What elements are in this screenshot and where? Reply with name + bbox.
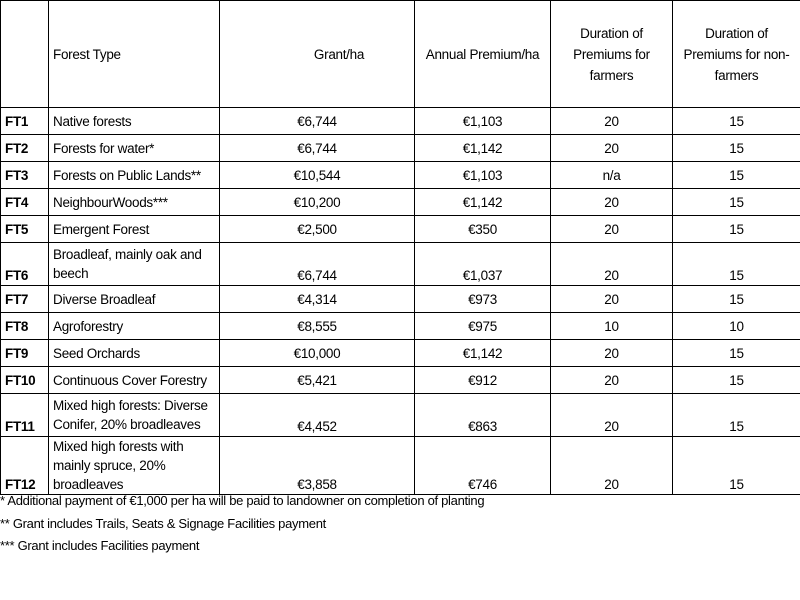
row-code: FT3	[1, 162, 49, 189]
row-premium: €350	[415, 216, 551, 243]
row-premium: €975	[415, 313, 551, 340]
row-grant: €6,744	[220, 135, 415, 162]
row-duration-non-farmers: 15	[673, 216, 800, 243]
row-duration-non-farmers: 15	[673, 162, 800, 189]
row-premium: €863	[415, 394, 551, 437]
row-duration-non-farmers: 15	[673, 340, 800, 367]
row-code: FT1	[1, 108, 49, 135]
row-grant: €4,452	[220, 394, 415, 437]
row-code: FT4	[1, 189, 49, 216]
row-code: FT7	[1, 286, 49, 313]
row-code: FT8	[1, 313, 49, 340]
row-duration-non-farmers: 15	[673, 108, 800, 135]
row-premium: €1,037	[415, 243, 551, 286]
row-forest-type: Continuous Cover Forestry	[49, 367, 220, 394]
row-premium: €973	[415, 286, 551, 313]
row-duration-farmers: 20	[551, 367, 673, 394]
row-duration-farmers: n/a	[551, 162, 673, 189]
table-row	[1, 135, 800, 162]
header-grant: Grant/ha	[220, 1, 415, 108]
table-row	[1, 243, 800, 286]
row-duration-non-farmers: 15	[673, 437, 800, 495]
row-grant: €10,544	[220, 162, 415, 189]
row-forest-type: Seed Orchards	[49, 340, 220, 367]
row-forest-type: Native forests	[49, 108, 220, 135]
row-duration-farmers: 20	[551, 243, 673, 286]
row-forest-type: Mixed high forests with mainly spruce, 20% broadleaves	[49, 437, 220, 495]
row-duration-farmers: 10	[551, 313, 673, 340]
table-header-row	[1, 1, 800, 108]
row-code: FT12	[1, 437, 49, 495]
row-premium: €912	[415, 367, 551, 394]
row-forest-type: Emergent Forest	[49, 216, 220, 243]
row-forest-type: Agroforestry	[49, 313, 220, 340]
row-grant: €6,744	[220, 243, 415, 286]
row-duration-farmers: 20	[551, 437, 673, 495]
table-row	[1, 340, 800, 367]
row-code: FT2	[1, 135, 49, 162]
row-grant: €10,000	[220, 340, 415, 367]
row-premium: €1,103	[415, 162, 551, 189]
row-code: FT6	[1, 243, 49, 286]
row-duration-farmers: 20	[551, 189, 673, 216]
row-code: FT11	[1, 394, 49, 437]
row-duration-farmers: 20	[551, 394, 673, 437]
row-grant: €10,200	[220, 189, 415, 216]
row-premium: €746	[415, 437, 551, 495]
header-annual-premium: Annual Premium/ha	[415, 1, 551, 108]
row-premium: €1,103	[415, 108, 551, 135]
row-forest-type: Broadleaf, mainly oak and beech	[49, 243, 220, 286]
row-duration-non-farmers: 15	[673, 367, 800, 394]
row-premium: €1,142	[415, 135, 551, 162]
row-duration-farmers: 20	[551, 108, 673, 135]
row-duration-non-farmers: 15	[673, 286, 800, 313]
header-duration-non-farmers: Duration of Premiums for non-farmers	[673, 1, 800, 108]
row-code: FT9	[1, 340, 49, 367]
row-grant: €4,314	[220, 286, 415, 313]
row-premium: €1,142	[415, 340, 551, 367]
footnote-facilities-payment: *** Grant includes Facilities payment	[0, 538, 200, 553]
row-duration-farmers: 20	[551, 286, 673, 313]
table-row	[1, 313, 800, 340]
row-grant: €6,744	[220, 108, 415, 135]
footnote-trails-seats-signage: ** Grant includes Trails, Seats & Signage Facilities payment	[0, 515, 326, 531]
row-duration-non-farmers: 10	[673, 313, 800, 340]
row-forest-type: Forests on Public Lands**	[49, 162, 220, 189]
table-row	[1, 367, 800, 394]
row-code: FT10	[1, 367, 49, 394]
row-forest-type: NeighbourWoods***	[49, 189, 220, 216]
footnotes	[0, 490, 484, 558]
row-duration-non-farmers: 15	[673, 189, 800, 216]
row-duration-farmers: 20	[551, 340, 673, 367]
row-grant: €5,421	[220, 367, 415, 394]
header-forest-type: Forest Type	[49, 1, 220, 108]
row-grant: €2,500	[220, 216, 415, 243]
table-row	[1, 394, 800, 437]
row-duration-farmers: 20	[551, 135, 673, 162]
row-duration-farmers: 20	[551, 216, 673, 243]
table-row	[1, 108, 800, 135]
table-row	[1, 437, 800, 495]
table-row	[1, 162, 800, 189]
header-duration-farmers: Duration of Premiums for farmers	[551, 1, 673, 108]
row-code: FT5	[1, 216, 49, 243]
table-row	[1, 189, 800, 216]
row-forest-type: Mixed high forests: Diverse Conifer, 20% broadleaves	[49, 394, 220, 437]
row-grant: €8,555	[220, 313, 415, 340]
table-row	[1, 286, 800, 313]
table-row	[1, 216, 800, 243]
footnote-additional-payment: * Additional payment of €1,000 per ha will be paid to landowner on completion of planting	[0, 493, 485, 508]
row-grant: €3,858	[220, 437, 415, 495]
row-duration-non-farmers: 15	[673, 394, 800, 437]
row-forest-type: Forests for water*	[49, 135, 220, 162]
row-forest-type: Diverse Broadleaf	[49, 286, 220, 313]
row-premium: €1,142	[415, 189, 551, 216]
header-code	[1, 1, 49, 108]
row-duration-non-farmers: 15	[673, 243, 800, 286]
row-duration-non-farmers: 15	[673, 135, 800, 162]
